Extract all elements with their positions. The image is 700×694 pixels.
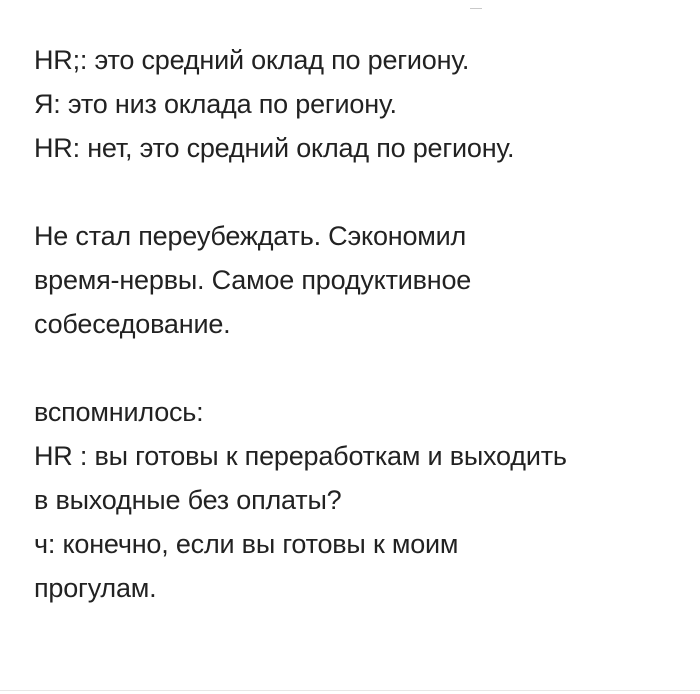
- top-divider-mark: [470, 8, 482, 9]
- text-line: прогулам.: [34, 573, 157, 603]
- text-line: HR: нет, это средний оклад по региону.: [34, 133, 515, 163]
- text-line: ч: конечно, если вы готовы к моим: [34, 529, 459, 559]
- text-line: Не стал переубеждать. Сэкономил: [34, 221, 467, 251]
- bottom-divider: [0, 690, 700, 691]
- text-line: собеседование.: [34, 309, 231, 339]
- text-line: HR : вы готовы к переработкам и выходить: [34, 441, 567, 471]
- comment-paragraph: [34, 214, 684, 346]
- text-line: HR;: это средний оклад по региону.: [34, 45, 470, 75]
- dialogue-overtime: [34, 390, 684, 610]
- text-line: время-нервы. Самое продуктивное: [34, 265, 472, 295]
- text-line: в выходные без оплаты?: [34, 485, 342, 515]
- text-line: вспомнилось:: [34, 397, 204, 427]
- post-text: [34, 38, 684, 610]
- dialogue-salary: [34, 38, 684, 170]
- text-line: Я: это низ оклада по региону.: [34, 89, 397, 119]
